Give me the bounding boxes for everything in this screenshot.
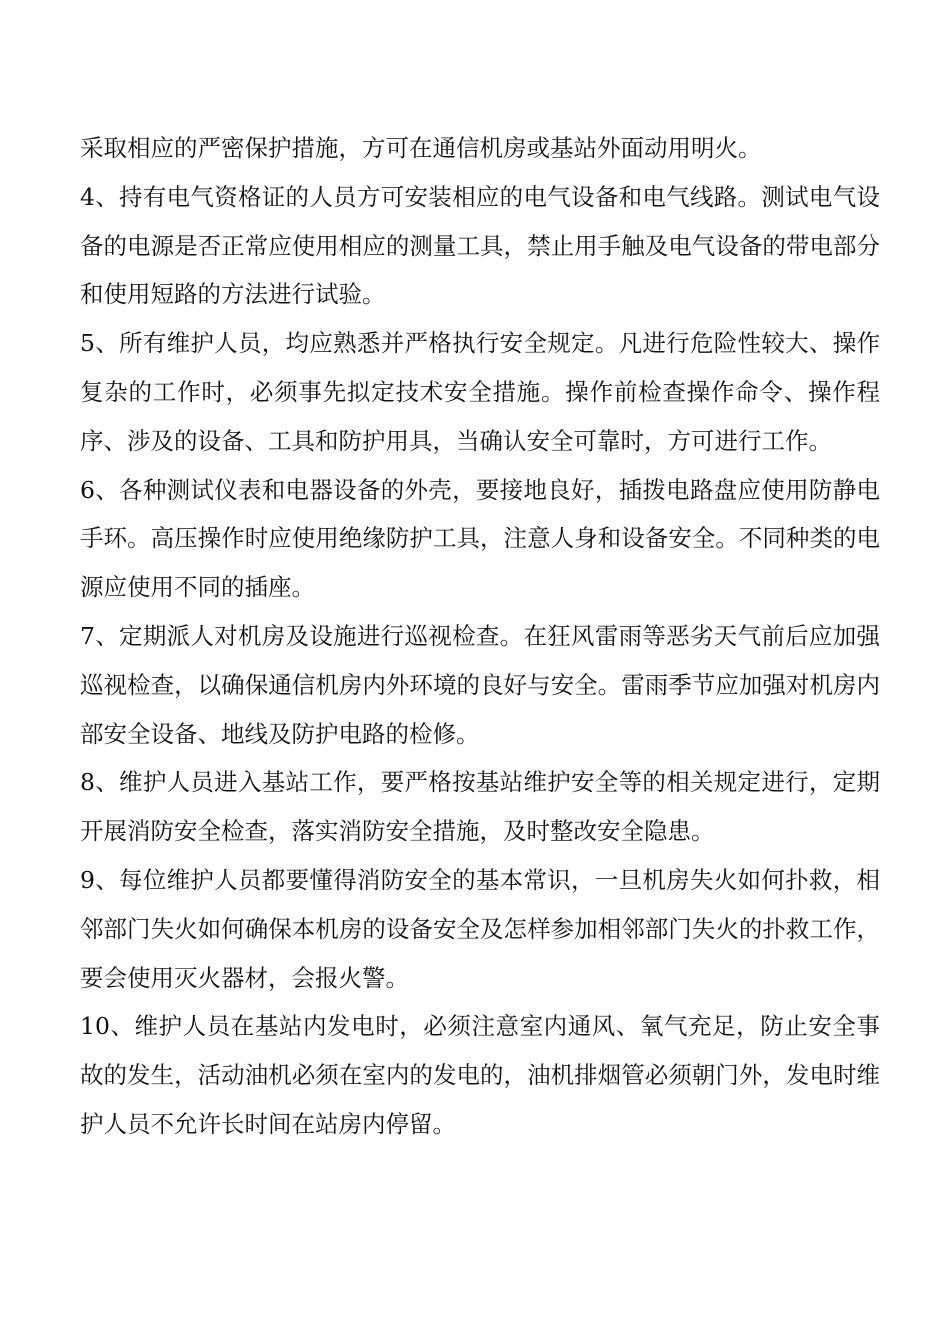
paragraph-continuation: 采取相应的严密保护措施，方可在通信机房或基站外面动用明火。 xyxy=(80,134,762,162)
paragraph-item-4: 4、持有电气资格证的人员方可安装相应的电气设备和电气线路。测试电气设备的电源是否正常应使用相应的测量工具，禁止用手触及电气设备的带电部分和使用短路的方法进行试验。 xyxy=(80,182,880,309)
paragraph-item-6: 6、各种测试仪表和电器设备的外壳，要接地良好，插拨电路盘应使用防静电手环。高压操作时应使用绝缘防护工具，注意人身和设备安全。不同种类的电源应使用不同的插座。 xyxy=(80,475,880,602)
paragraph-item-9: 9、每位维护人员都要懂得消防安全的基本常识，一旦机房失火如何扑救，相邻部门失火如何确保本机房的设备安全及怎样参加相邻部门失火的扑救工作，要会使用灭火器材，会报火警。 xyxy=(80,865,880,992)
paragraph-item-7: 7、定期派人对机房及设施进行巡视检查。在狂风雷雨等恶劣天气前后应加强巡视检查，以确保通信机房内外环境的良好与安全。雷雨季节应加强对机房内部安全设备、地线及防护电路的检修。 xyxy=(80,621,880,748)
paragraph-item-10: 10、维护人员在基站内发电时，必须注意室内通风、氧气充足，防止安全事故的发生，活动油机必须在室内的发电的，油机排烟管必须朝门外，发电时维护人员不允许长时间在站房内停留。 xyxy=(80,1012,880,1138)
paragraph-item-5: 5、所有维护人员，均应熟悉并严格执行安全规定。凡进行危险性较大、操作复杂的工作时，必须事先拟定技术安全措施。操作前检查操作命令、操作程序、涉及的设备、工具和防护用具，当确认安全可靠时，方可进行工作。 xyxy=(80,329,880,455)
paragraph-item-8: 8、维护人员进入基站工作，要严格按基站维护安全等的相关规定进行，定期开展消防安全检查，落实消防安全措施，及时整改安全隐患。 xyxy=(80,768,880,846)
document-body xyxy=(80,124,880,1149)
